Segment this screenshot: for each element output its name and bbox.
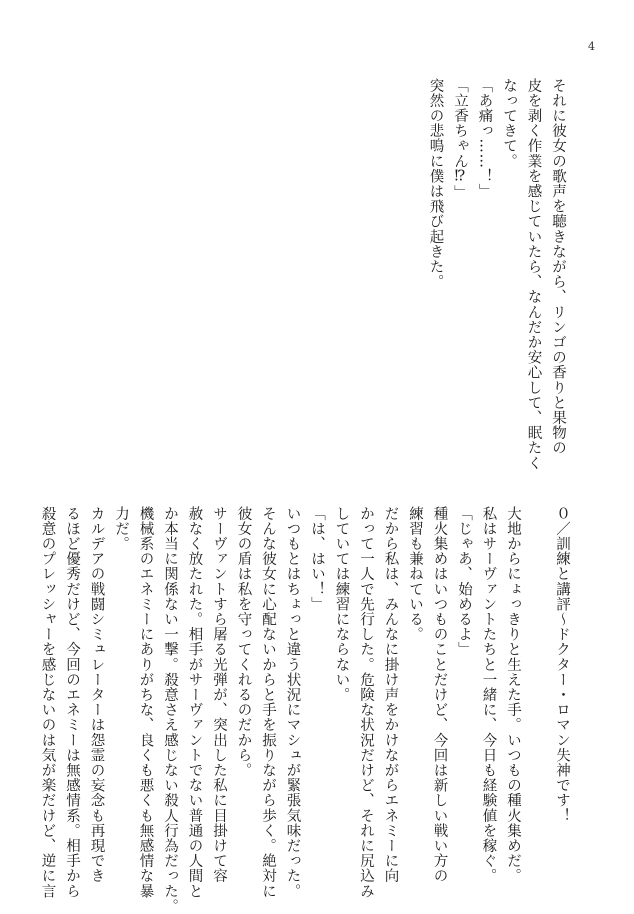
text-line: なってきて。 xyxy=(501,78,517,169)
text-line: 機械系のエネミーにありがちな、良くも悪くも無感情な暴 xyxy=(137,506,154,899)
text-line: だから私は、みんなに掛け声をかけながらエネミーに向 xyxy=(382,506,399,884)
dialogue-line: 「立香ちゃん⁉」 xyxy=(452,78,468,201)
text-line: 練習も兼ねている。 xyxy=(407,506,423,642)
text-line: カルデアの戦闘シミュレーターは怨霊の妄念も再現でき xyxy=(88,506,105,884)
text-line: 殺意のプレッシャーを感じないのは気が楽だけど、逆に言 xyxy=(39,506,56,899)
text-line: していては練習にならない。 xyxy=(333,506,350,703)
text-line: 大地からにょっきりと生えた手。いつもの種火集めだ。 xyxy=(505,506,521,884)
story-text-bottom xyxy=(35,506,574,914)
text-line: か本当に関係ない一撃。殺意さえ感じない殺人行為だった。 xyxy=(162,506,178,914)
text-line: サーヴァントすら屠る光弾が、突出した私に目掛けて容 xyxy=(211,506,227,884)
text-line: 赦なく放たれた。相手がサーヴァントでない普通の人間と xyxy=(186,506,203,899)
text-line: いつもとはちょっと違う状況にマシュが緊張気味だった。 xyxy=(284,506,301,899)
dialogue-line: 「じゃあ、始めるよ」 xyxy=(456,506,472,657)
text-line: そんな彼女に心配ないからと手を振りながら歩く。絶対に xyxy=(260,506,276,899)
text-line: るほど優秀だけど、今回のエネミーは無感情系。相手から xyxy=(64,506,80,899)
text-line: 皮を剥く作業を感じていたら、なんだか安心して、眠たく xyxy=(525,78,542,471)
dialogue-line: 「あ痛っ……！」 xyxy=(476,78,493,199)
text-line: 彼女の盾は私を守ってくれるのだから。 xyxy=(235,506,252,778)
text-line: 力だ。 xyxy=(113,506,129,552)
section-title: ０／訓練と講評～ドクター・ロマン失神です！ xyxy=(554,506,570,824)
page-number: 4 xyxy=(588,40,595,53)
dialogue-line: 「は、はい！」 xyxy=(309,506,325,612)
text-line: それに彼女の歌声を聴きながら、リンゴの香りと果物の xyxy=(550,78,566,456)
text-line: 種火集めはいつものことだけど、今回は新しい戦い方の xyxy=(431,506,448,884)
text-line: 私はサーヴァントたちと一緒に、今日も経験値を稼ぐ。 xyxy=(480,506,497,884)
text-line: 突然の悲鳴に僕は飛び起きた。 xyxy=(427,78,444,290)
story-text-top xyxy=(423,78,570,471)
text-line: かって一人で先行した。危険な状況だけど、それに尻込み xyxy=(358,506,374,899)
